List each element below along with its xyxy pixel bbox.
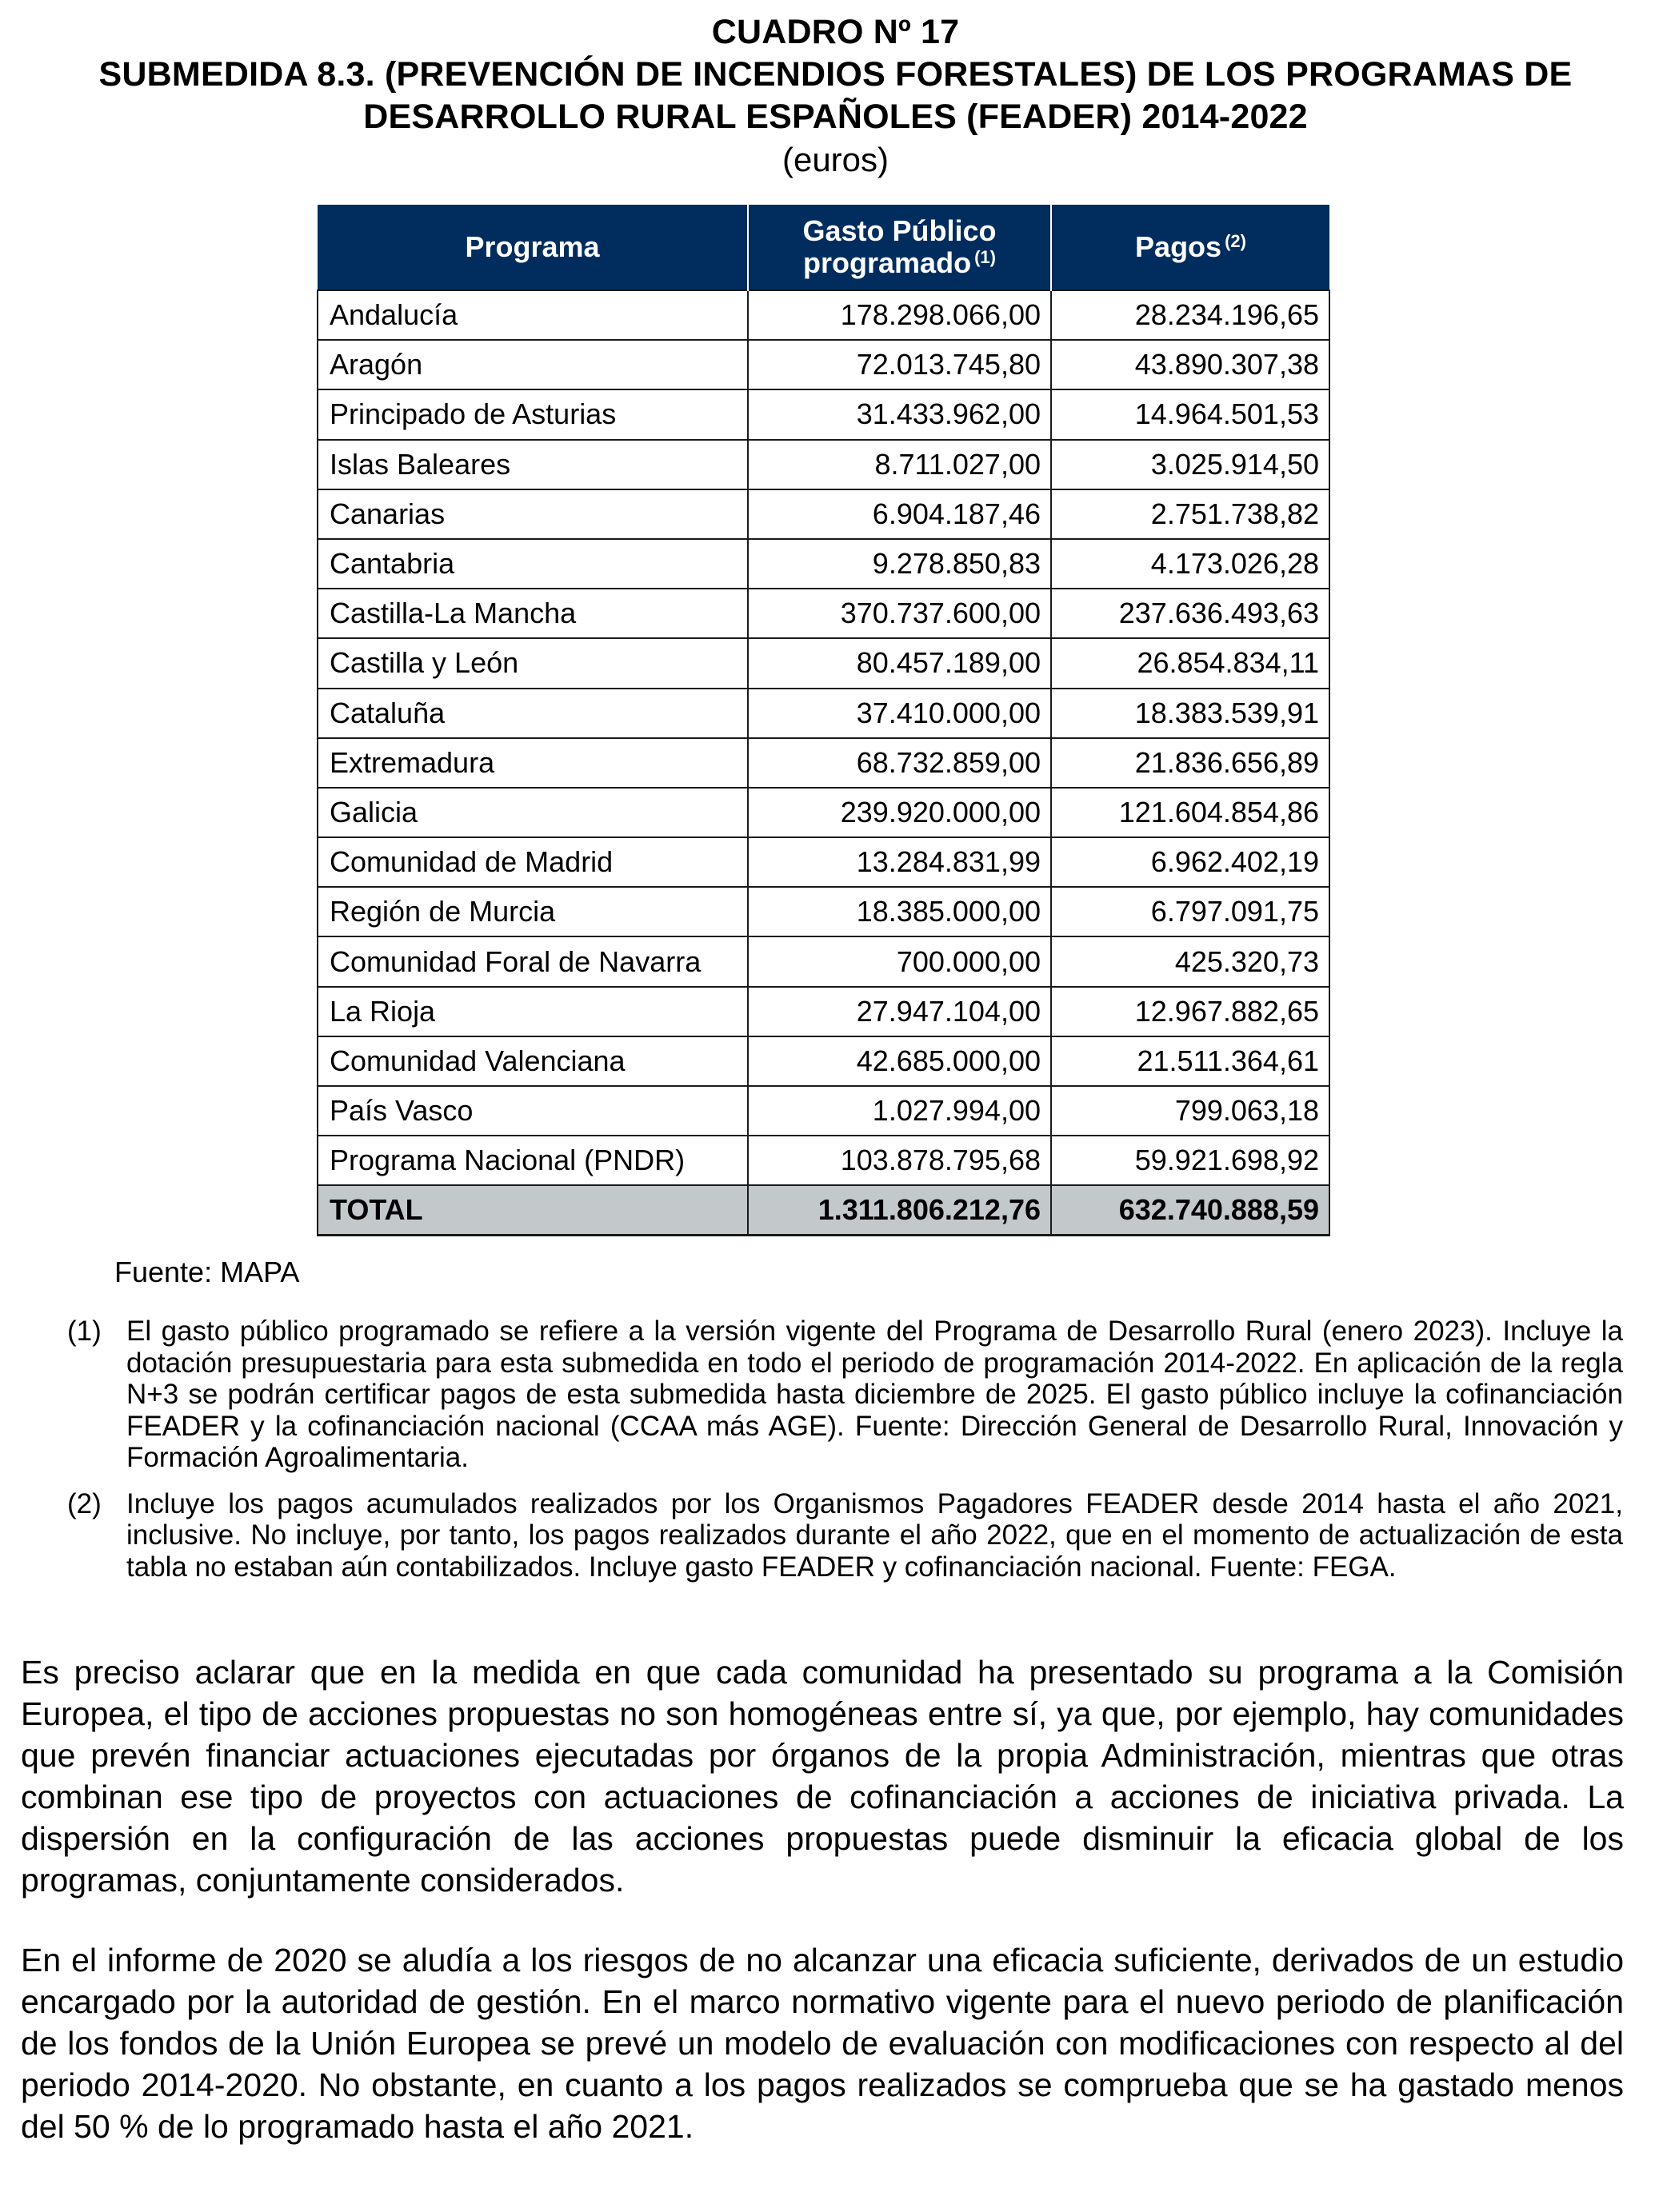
table-row: [318, 689, 1329, 738]
cell-programa: Aragón: [318, 340, 748, 389]
table-row: [318, 539, 1329, 589]
table-row: [318, 738, 1329, 788]
table-row: [318, 638, 1329, 688]
cell-gasto-publico: 37.410.000,00: [748, 689, 1051, 738]
cell-pagos: 18.383.539,91: [1051, 689, 1329, 738]
cell-pagos: 59.921.698,92: [1051, 1136, 1329, 1185]
cell-gasto-publico: 239.920.000,00: [748, 788, 1051, 837]
cell-pagos: 14.964.501,53: [1051, 389, 1329, 439]
table-title-line-1: SUBMEDIDA 8.3. (PREVENCIÓN DE INCENDIOS FORESTALES) DE LOS PROGRAMAS DE: [98, 55, 1573, 94]
cell-gasto-publico: 8.711.027,00: [748, 440, 1051, 489]
cell-pagos: 425.320,73: [1051, 936, 1329, 986]
footnote-2: [67, 1488, 1623, 1583]
table-row: [318, 837, 1329, 887]
column-header-pagos: [1051, 205, 1329, 290]
table-row: [318, 788, 1329, 837]
cell-gasto-publico: 13.284.831,99: [748, 837, 1051, 887]
cell-pagos: 26.854.834,11: [1051, 638, 1329, 688]
cell-pagos: 21.511.364,61: [1051, 1036, 1329, 1086]
column-header-gasto: [748, 205, 1051, 290]
table-row: [318, 936, 1329, 986]
footnote-marker: (2): [67, 1487, 102, 1519]
cell-programa: Programa Nacional (PNDR): [318, 1136, 748, 1185]
column-header-programa: [318, 205, 748, 290]
source-note: Fuente: MAPA: [114, 1256, 300, 1288]
cell-programa: País Vasco: [318, 1086, 748, 1136]
cell-pagos: 121.604.854,86: [1051, 788, 1329, 837]
table-row: [318, 589, 1329, 638]
table-row: [318, 440, 1329, 489]
table-row: [318, 1136, 1329, 1185]
cell-pagos: 12.967.882,65: [1051, 987, 1329, 1036]
footnote-text: Incluye los pagos acumulados realizados por los Organismos Pagadores FEADER desde 2014 hasta el año 2021, inclusive. No incluye, por tanto, los pagos realizados durante el año 2022, que en el momento de actualización de esta tabla no estaban aún contabilizados. Incluye gasto FEADER y cofinanciación nacional. Fuente: FEGA.: [126, 1487, 1623, 1583]
table-body: [318, 290, 1329, 1236]
table-units: (euros): [782, 141, 889, 178]
cell-programa: Comunidad Foral de Navarra: [318, 936, 748, 986]
cell-programa: Cantabria: [318, 539, 748, 589]
footnote-text: El gasto público programado se refiere a la versión vigente del Programa de Desarrollo Rural (enero 2023). Incluye la dotación presupuestaria para esta submedida en todo el periodo de programación 2014-2022. En aplicación de la regla N+3 se podrán certificar pagos de esta submedida hasta diciembre de 2025. El gasto público incluye la cofinanciación FEADER y la cofinanciación nacional (CCAA más AGE). Fuente: Dirección General de Desarrollo Rural, Innovación y Formación Agroalimentaria.: [126, 1316, 1623, 1473]
footnotes: [67, 1316, 1623, 1597]
cell-gasto-publico: 42.685.000,00: [748, 1036, 1051, 1086]
cell-programa: Principado de Asturias: [318, 389, 748, 439]
cell-total-pagos: 632.740.888,59: [1051, 1185, 1329, 1235]
cell-gasto-publico: 178.298.066,00: [748, 290, 1051, 340]
body-paragraph-2: En el informe de 2020 se aludía a los riesgos de no alcanzar una eficacia suficiente, derivados de un estudio encargado por la autoridad de gestión. En el marco normativo vigente para el nuevo periodo de planificación de los fondos de la Unión Europea se prevé un modelo de evaluación con modificaciones con respecto al del periodo 2014-2020. No obstante, en cuanto a los pagos realizados se comprueba que se ha gastado menos del 50 % de lo programado hasta el año 2021.: [21, 1942, 1624, 2145]
footnote-ref-1: (1): [974, 247, 996, 267]
cell-programa: Castilla-La Mancha: [318, 589, 748, 638]
cell-gasto-publico: 103.878.795,68: [748, 1136, 1051, 1185]
cell-gasto-publico: 72.013.745,80: [748, 340, 1051, 389]
cell-total-label: TOTAL: [318, 1185, 748, 1235]
table-row: [318, 389, 1329, 439]
table-row: [318, 987, 1329, 1036]
cell-programa: Castilla y León: [318, 638, 748, 688]
table-row: [318, 887, 1329, 936]
table-title-line-2: DESARROLLO RURAL ESPAÑOLES (FEADER) 2014-2022: [363, 98, 1308, 136]
column-header-label: Programa: [465, 230, 600, 263]
cell-programa: Extremadura: [318, 738, 748, 788]
cell-gasto-publico: 68.732.859,00: [748, 738, 1051, 788]
cell-gasto-publico: 700.000,00: [748, 936, 1051, 986]
table-row: [318, 1086, 1329, 1136]
cell-programa: Canarias: [318, 489, 748, 539]
cell-pagos: 799.063,18: [1051, 1086, 1329, 1136]
cell-programa: Comunidad de Madrid: [318, 837, 748, 887]
cell-programa: Islas Baleares: [318, 440, 748, 489]
cell-pagos: 237.636.493,63: [1051, 589, 1329, 638]
cell-gasto-publico: 80.457.189,00: [748, 638, 1051, 688]
footnote-ref-2: (2): [1225, 231, 1246, 251]
cell-gasto-publico: 31.433.962,00: [748, 389, 1051, 439]
cell-pagos: 6.797.091,75: [1051, 887, 1329, 936]
cell-programa: Andalucía: [318, 290, 748, 340]
cell-pagos: 2.751.738,82: [1051, 489, 1329, 539]
column-header-label-line-2: programado: [803, 246, 972, 279]
footnote-marker: (1): [67, 1316, 102, 1347]
footnote-1: [67, 1316, 1623, 1474]
cell-gasto-publico: 1.027.994,00: [748, 1086, 1051, 1136]
cell-gasto-publico: 370.737.600,00: [748, 589, 1051, 638]
cell-pagos: 3.025.914,50: [1051, 440, 1329, 489]
cell-gasto-publico: 6.904.187,46: [748, 489, 1051, 539]
cell-pagos: 28.234.196,65: [1051, 290, 1329, 340]
cell-gasto-publico: 27.947.104,00: [748, 987, 1051, 1036]
table-number: CUADRO Nº 17: [711, 13, 960, 51]
cell-gasto-publico: 9.278.850,83: [748, 539, 1051, 589]
table-row: [318, 1036, 1329, 1086]
cell-pagos: 43.890.307,38: [1051, 340, 1329, 389]
table-row: [318, 489, 1329, 539]
table-header-row: [318, 205, 1329, 290]
cell-programa: Cataluña: [318, 689, 748, 738]
cell-programa: Galicia: [318, 788, 748, 837]
cell-total-gasto-publico: 1.311.806.212,76: [748, 1185, 1051, 1235]
table-row: [318, 290, 1329, 340]
body-paragraph-1: Es preciso aclarar que en la medida en que cada comunidad ha presentado su programa a la Comisión Europea, el tipo de acciones propuestas no son homogéneas entre sí, ya que, por ejemplo, hay comunidades que prevén financiar actuaciones ejecutadas por órganos de la propia Administración, mientras que otras combinan ese tipo de proyectos con actuaciones de cofinanciación a acciones de iniciativa privada. La dispersión en la configuración de las acciones propuestas puede disminuir la eficacia global de los programas, conjuntamente considerados.: [21, 1654, 1624, 1899]
cell-pagos: 6.962.402,19: [1051, 837, 1329, 887]
column-header-label-line-1: Gasto Público: [802, 214, 997, 247]
submedida-table: [317, 205, 1330, 1236]
table-total-row: [318, 1185, 1329, 1235]
column-header-label: Pagos: [1135, 230, 1222, 263]
cell-programa: La Rioja: [318, 987, 748, 1036]
cell-programa: Comunidad Valenciana: [318, 1036, 748, 1086]
table-title-block: [0, 11, 1671, 181]
cell-pagos: 21.836.656,89: [1051, 738, 1329, 788]
cell-gasto-publico: 18.385.000,00: [748, 887, 1051, 936]
table-row: [318, 340, 1329, 389]
cell-pagos: 4.173.026,28: [1051, 539, 1329, 589]
cell-programa: Región de Murcia: [318, 887, 748, 936]
